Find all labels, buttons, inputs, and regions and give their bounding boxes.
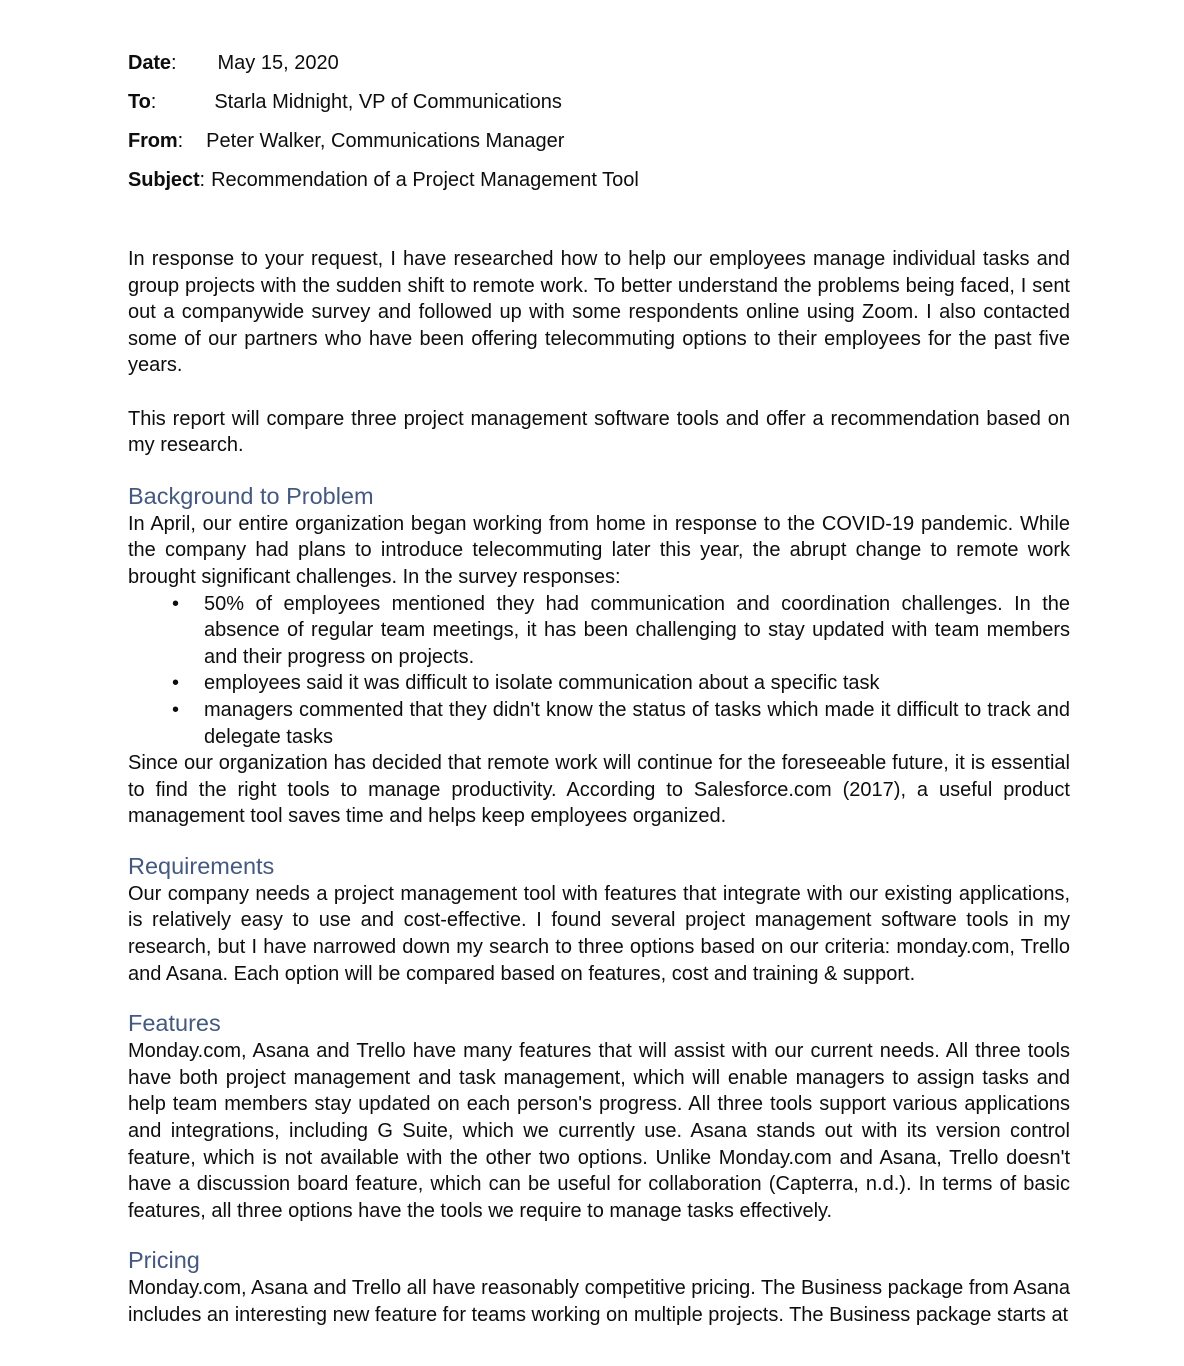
memo-value-date: May 15, 2020 xyxy=(217,52,339,74)
memo-label-date: Date xyxy=(128,52,171,74)
memo-colon-date: : xyxy=(170,52,177,74)
heading-requirements: Requirements xyxy=(128,852,275,879)
memo-label-to: To xyxy=(128,91,151,113)
intro-paragraph-1: In response to your request, I have researched how to help our employees manage individual tasks and group projects with the sudden shift to remote work. To better understand the problems being faced, I sent out a companywide survey and followed up with some respondents online using Zoom. I also contacted some of our partners who have been offering telecommuting options to their employees for the past five years. xyxy=(128,248,1070,377)
memo-label-from: From xyxy=(128,130,178,152)
bullet-icon: • xyxy=(172,698,180,721)
memo-value-to: Starla Midnight, VP of Communications xyxy=(214,91,562,113)
memo-header xyxy=(128,44,1070,200)
memo-row-to xyxy=(128,83,1070,122)
heading-background-to-problem: Background to Problem xyxy=(128,482,374,509)
background-paragraph-1: In April, our entire organization began working from home in response to the COVID-19 pandemic. While the company had plans to introduce telecommuting later this year, the abrupt change to remote work brought significant challenges. In the survey responses: xyxy=(128,512,1070,588)
section-requirements xyxy=(128,851,1070,881)
background-paragraph-2: Since our organization has decided that remote work will continue for the foreseeable future, it is essential to find the right tools to manage productivity. According to Salesforce.com (2017), a useful product management tool saves time and helps keep employees organized. xyxy=(128,752,1070,828)
list-item-text: managers commented that they didn't know the status of tasks which made it difficult to track and delegate tasks xyxy=(204,698,1070,748)
list-item xyxy=(128,591,1070,671)
spacer-after-header xyxy=(128,200,1070,246)
memo-row-date xyxy=(128,44,1070,83)
memo-value-subject: Recommendation of a Project Management Tool xyxy=(211,169,639,191)
section-pricing xyxy=(128,1245,1070,1275)
pricing-paragraph-1: Monday.com, Asana and Trello all have reasonably competitive pricing. The Business package from Asana includes an interesting new feature for teams working on multiple projects. The Business package starts at xyxy=(128,1277,1071,1326)
heading-features: Features xyxy=(128,1010,221,1037)
list-item xyxy=(128,697,1070,750)
memo-value-from: Peter Walker, Communications Manager xyxy=(206,130,565,152)
memo-row-from xyxy=(128,122,1070,161)
memo-colon-from: : xyxy=(177,130,184,152)
bullet-icon: • xyxy=(172,592,180,615)
section-features xyxy=(128,1008,1070,1038)
requirements-paragraph-1: Our company needs a project management tool with features that integrate with our existing applications, is relatively easy to use and cost-effective. I found several project management software tools in my research, but I have narrowed down my search to three options based on our criteria: monday.com, Trello and Asana. Each option will be compared based on features, cost and training & support. xyxy=(128,882,1070,985)
background-bullet-list xyxy=(128,591,1070,751)
bullet-icon: • xyxy=(172,672,180,695)
memo-row-subject xyxy=(128,161,1070,200)
heading-pricing: Pricing xyxy=(128,1247,200,1274)
list-item-text: 50% of employees mentioned they had communication and coordination challenges. In the absence of regular team meetings, it has been challenging to stay updated with team members and their progress on projects. xyxy=(204,592,1070,668)
memo-colon-to: : xyxy=(150,91,157,113)
memo-label-subject: Subject xyxy=(128,169,200,191)
memo-colon-subject: : xyxy=(199,169,206,191)
section-background xyxy=(128,481,1070,511)
list-item xyxy=(128,670,1070,697)
list-item-text: employees said it was difficult to isolate communication about a specific task xyxy=(204,672,880,695)
intro-paragraph-2: This report will compare three project management software tools and offer a recommendation based on my research. xyxy=(128,407,1070,457)
features-paragraph-1: Monday.com, Asana and Trello have many features that will assist with our current needs. All three tools have both project management and task management, which will enable managers to assign tasks and help team members stay updated on each person's progress. All three tools support various applications and integrations, including G Suite, which we currently use. Asana stands out with its version control feature, which is not available with the other two options. Unlike Monday.com and Asana, Trello doesn't have a discussion board feature, which can be useful for collaboration (Capterra, n.d.). In terms of basic features, all three options have the tools we require to manage tasks effectively. xyxy=(128,1040,1070,1222)
